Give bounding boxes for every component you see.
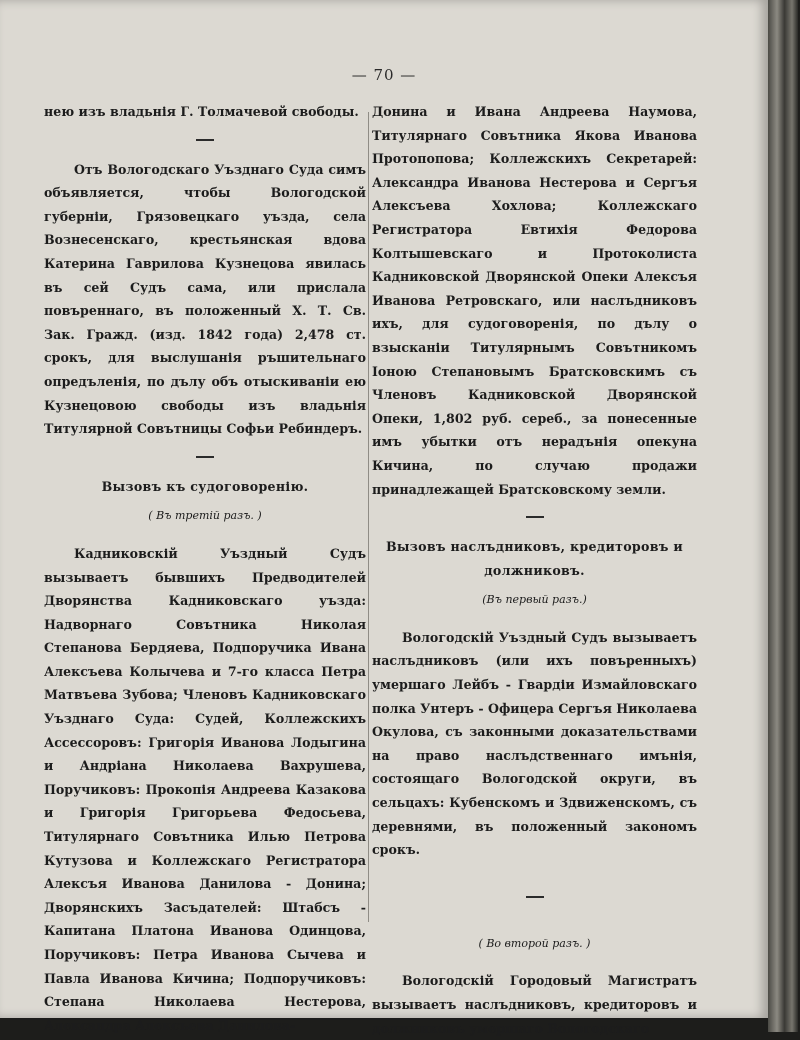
paragraph-summons: Кадниковскій Уъздный Судъ вызываетъ бывшихъ Предводителей Дворянства Кадниковскаго уъзда: Надворнаго Совътника Николая Степанова Бердяева, Подпоручика Ивана Алексъева Колычева и 7-го класса Петра Матвъева Зубова; Членовъ Кадниковскаго Уъзднаго Суда: Судей, Коллежскихъ Ассессоровъ: Григорія Иванова Лодыгина и Андріана Николаева Вахрушева, Поручиковъ: Прокопія Андреева Казакова и Григорія Григорьева Федосьева, Титулярнаго Совътника Илью Петрова Кутузова и Коллежскаго Регистратора Алексъя Иванова Данилова - Донина; Дворянскихъ Засъдателей: Штабсъ - Капитана Платона Иванова Одинцова, Поручиковъ: Петра Иванова Сычева и Павла Иванова Кичина; Подпоручиковъ: Степана Николаева Нестерова, Александра Алексъева Данилова- [44,545,366,1033]
book-edge [768,0,798,1032]
page-number: — 70 — [351,66,417,84]
column-divider [368,112,369,922]
separator-rule [196,456,214,458]
section-heading: Вызовъ наслъдниковъ, кредиторовъ и должниковъ. [385,539,684,578]
paragraph-continuation: нею изъ владьнія Г. Толмачевой свободы. [44,104,359,119]
paragraph-heirs-summons: Вологодскій Уъздный Судъ вызываетъ наслъдниковъ (или ихъ повъренныхъ) умершаго Лейбъ - Гвардіи Измайловскаго полка Унтеръ - Офицера Сергъя Николаева Окулова, съ законными доказательствами на право наслъдственнаго имънія, состоящаго Вологодской округи, въ сельцахъ: Кубенскомъ и Здвиженскомъ, съ деревнями, въ положенный закономъ срокъ. [372,629,697,858]
section-note: ( Во второй разъ. ) [478,936,591,950]
right-column [372,100,697,1040]
separator-rule [196,139,214,141]
left-column [44,100,366,1037]
section-heading: Вызовъ къ судоговоренію. [101,478,309,494]
section-note: ( Въ третій разъ. ) [148,509,262,523]
separator-rule [526,896,544,898]
paragraph-continuation: Донина и Ивана Андреева Наумова, Титулярнаго Совътника Якова Иванова Протопопова; Коллежскихъ Секретарей: Александра Иванова Нестерова и Сергъя Алексъева Хохлова; Коллежскаго Регистратора Евтихія Федорова Колтышевскаго и Протоколиста Кадниковской Дворянской Опеки Алексъя Иванова Ретровскаго, или наслъдниковъ ихъ, для судоговоренія, по дълу о взысканіи Титулярнымъ Совътникомъ Іоною Степановымъ Братсковскимъ съ Членовъ Кадниковской Дворянской Опеки, 1,802 руб. сереб., за понесенные имъ убытки отъ нерадънія опекуна Кичина, по случаю продажи принадлежащей Братсковскому земли. [372,104,697,497]
paragraph-announcement: Отъ Вологодскаго Уъзднаго Суда симъ объявляется, чтобы Вологодской губерніи, Грязовецкаго уъзда, села Вознесенскаго, крестьянская вдова Катерина Гаврилова Кузнецова явилась въ сей Судъ сама, или прислала повъреннаго, въ положенный Х. Т. Св. Зак. Гражд. (изд. 1842 года) 2,478 ст. срокъ, для выслушанія ръшительнаго опредъленія, по дълу объ отыскиваніи ею Кузнецовою свободы изъ владьнія Титулярной Совътницы Софьи Ребиндеръ. [44,161,366,437]
paragraph-magistrate-summons: Вологодскій Городовый Магистратъ вызываетъ наслъдниковъ, кредиторовъ и должниковъ умершаго Вологодскаго [372,973,697,1036]
section-note: (Въ первый разъ.) [482,593,587,607]
separator-rule [526,516,544,518]
